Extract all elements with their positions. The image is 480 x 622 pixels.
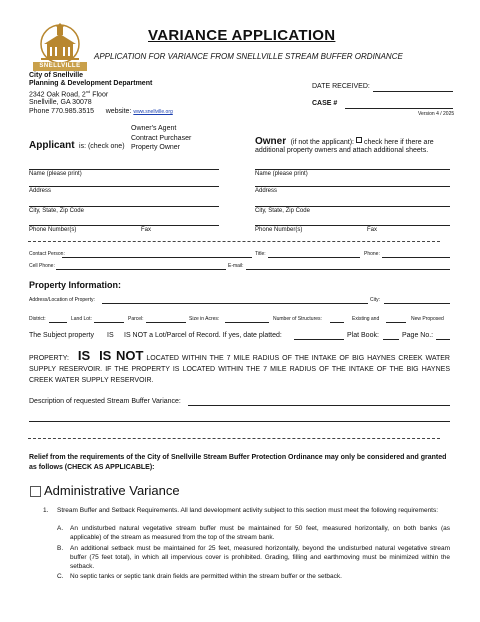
- office-address-2: Snellville, GA 30078: [29, 99, 92, 106]
- applicant-heading: Applicant is: (check one): [29, 140, 125, 151]
- office-dept: Planning & Development Department: [29, 80, 153, 87]
- parcel-label: Parcel:: [128, 316, 144, 322]
- item-1-number: 1.: [43, 507, 49, 514]
- radius-is-option[interactable]: IS: [77, 348, 91, 363]
- property-address-field[interactable]: [102, 303, 368, 304]
- option-property-owner[interactable]: Property Owner: [131, 144, 181, 151]
- owner-phone-label: Phone Number(s): [255, 227, 303, 233]
- plat-book-field[interactable]: [383, 339, 399, 340]
- city-logo: [30, 22, 90, 76]
- property-address-label: Address/Location of Property:: [29, 297, 95, 303]
- case-field[interactable]: [345, 108, 453, 109]
- owner-note: additional property owners and attach additional sheets.: [255, 147, 429, 154]
- contact-title-field[interactable]: [268, 257, 360, 258]
- new-proposed-label: New Proposed: [411, 316, 444, 322]
- existing-label: Existing and: [352, 316, 380, 322]
- version-label: Version 4 / 2025: [418, 111, 455, 117]
- property-heading: Property Information:: [29, 280, 122, 290]
- owner-city-label: City, State, Zip Code: [255, 208, 310, 214]
- applicant-options: [131, 124, 191, 153]
- subitem-b-text: An additional setback must be maintained for 25 feet, measured horizontally, beyond the undisturbed natural vegetative stream buffer (75 feet total), in which all impervious cover is prohibited. Grading, filling and earthmoving must be minimized within the setback.: [70, 545, 450, 570]
- office-city: City of Snellville: [29, 72, 84, 79]
- subitem-a-letter: A.: [57, 525, 64, 532]
- logo-text: SNELLVILLE: [39, 63, 81, 69]
- contact-title-label: Title:: [255, 251, 266, 257]
- new-proposed-field[interactable]: [386, 322, 406, 323]
- item-1-text: Stream Buffer and Setback Requirements. All land development activity subject to this section must meet the following requirements:: [57, 507, 439, 514]
- radius-is-not-option[interactable]: IS NOT: [99, 348, 144, 363]
- page-title: VARIANCE APPLICATION: [148, 27, 336, 44]
- option-contract-purchaser[interactable]: Contract Purchaser: [131, 134, 192, 142]
- subitem-a-text: An undisturbed natural vegetative stream buffer must be maintained for 50 feet, measured horizontally, on both banks (as applicable) of the stream as measured from the top of the stream bank.: [70, 525, 450, 541]
- land-lot-label: Land Lot:: [71, 316, 92, 322]
- additional-owners-checkbox[interactable]: [356, 137, 362, 143]
- structures-label: Number of Structures:: [273, 316, 322, 322]
- relief-text: Relief from the requirements of the City of Snellville Stream Buffer Protection Ordinance may only be considered and granted as follows (CHECK AS APPLICABLE):: [29, 454, 447, 471]
- district-field[interactable]: [49, 322, 67, 323]
- applicant-city-field[interactable]: [29, 206, 219, 207]
- email-label: E-mail:: [228, 263, 244, 269]
- subitem-c-letter: C.: [57, 573, 64, 580]
- applicant-name-field[interactable]: [29, 169, 219, 170]
- applicant-address-field[interactable]: [29, 186, 219, 187]
- contact-phone-label: Phone:: [364, 251, 380, 257]
- size-label: Size in Acres:: [189, 316, 220, 322]
- subject-property-label: The Subject property: [29, 332, 94, 339]
- structures-field[interactable]: [330, 322, 344, 323]
- subitem-b-letter: B.: [57, 545, 64, 552]
- contact-person-label: Contact Person:: [29, 251, 65, 257]
- land-lot-field[interactable]: [94, 322, 124, 323]
- owner-address-label: Address: [255, 188, 278, 194]
- administrative-variance-heading: Administrative Variance: [44, 483, 180, 498]
- administrative-variance-checkbox[interactable]: [30, 486, 41, 497]
- cell-phone-label: Cell Phone:: [29, 263, 55, 269]
- owner-name-field[interactable]: [255, 169, 450, 170]
- owner-heading: Owner (if not the applicant): check here if there are: [255, 136, 434, 147]
- contact-person-field[interactable]: [62, 257, 252, 258]
- date-received-field[interactable]: [373, 91, 453, 92]
- variance-desc-label: Description of requested Stream Buffer Variance:: [29, 398, 181, 405]
- radius-paragraph: PROPERTY: IS IS NOT LOCATED WITHIN THE 7 MILE RADIUS OF THE INTAKE OF BIG HAYNES CREEK WATER SUPPLY RESERVOIR. IF THE PROPERTY IS LOCATED WITHIN THE 7 MILE RADIUS OF THE INTAKE OF THE BIG HAYNES CREEK WATER SUPPLY RESERVOIR.: [29, 348, 450, 384]
- option-owners-agent[interactable]: Owner's Agent: [131, 125, 177, 132]
- office-address-1: 2342 Oak Road, 2nd Floor: [29, 89, 109, 99]
- property-city-field[interactable]: [384, 303, 450, 304]
- property-city-label: City:: [370, 297, 380, 303]
- owner-fax-label: Fax: [367, 227, 378, 233]
- applicant-city-label: City, State, Zip Code: [29, 208, 84, 214]
- owner-address-field[interactable]: [255, 186, 450, 187]
- cell-phone-field[interactable]: [56, 269, 226, 270]
- owner-phone-field[interactable]: [255, 225, 450, 226]
- website-link[interactable]: www.snellville.org: [133, 109, 173, 115]
- applicant-phone-field[interactable]: [29, 225, 219, 226]
- page-subtitle: APPLICATION FOR VARIANCE FROM SNELLVILLE STREAM BUFFER ORDINANCE: [94, 52, 403, 61]
- office-phone: Phone 770.985.3515 website: www.snellville.org: [29, 108, 173, 115]
- subject-is-option[interactable]: IS: [107, 332, 114, 339]
- applicant-phone-label: Phone Number(s): [29, 227, 77, 233]
- owner-city-field[interactable]: [255, 206, 450, 207]
- parcel-field[interactable]: [146, 322, 186, 323]
- divider: [28, 438, 440, 439]
- contact-phone-field[interactable]: [382, 257, 450, 258]
- owner-name-label: Name (please print): [255, 171, 308, 177]
- applicant-name-label: Name (please print): [29, 171, 82, 177]
- size-field[interactable]: [225, 322, 269, 323]
- page-no-label: Page No.:: [402, 332, 434, 339]
- case-label: CASE #: [312, 100, 338, 107]
- plat-book-label: Plat Book:: [347, 332, 379, 339]
- divider: [28, 241, 440, 242]
- date-received-label: DATE RECEIVED:: [312, 83, 370, 90]
- subitem-c-text: No septic tanks or septic tank drain fields are permitted within the stream buffer or the setback.: [70, 573, 342, 580]
- subject-is-not-text: IS NOT a Lot/Parcel of Record. If yes, date platted:: [124, 332, 282, 339]
- date-platted-field[interactable]: [294, 339, 344, 340]
- applicant-fax-label: Fax: [141, 227, 152, 233]
- page-no-field[interactable]: [436, 339, 450, 340]
- applicant-address-label: Address: [29, 188, 52, 194]
- variance-desc-field-1[interactable]: [188, 405, 450, 406]
- district-label: District:: [29, 316, 46, 322]
- email-field[interactable]: [246, 269, 450, 270]
- variance-desc-field-2[interactable]: [29, 421, 450, 422]
